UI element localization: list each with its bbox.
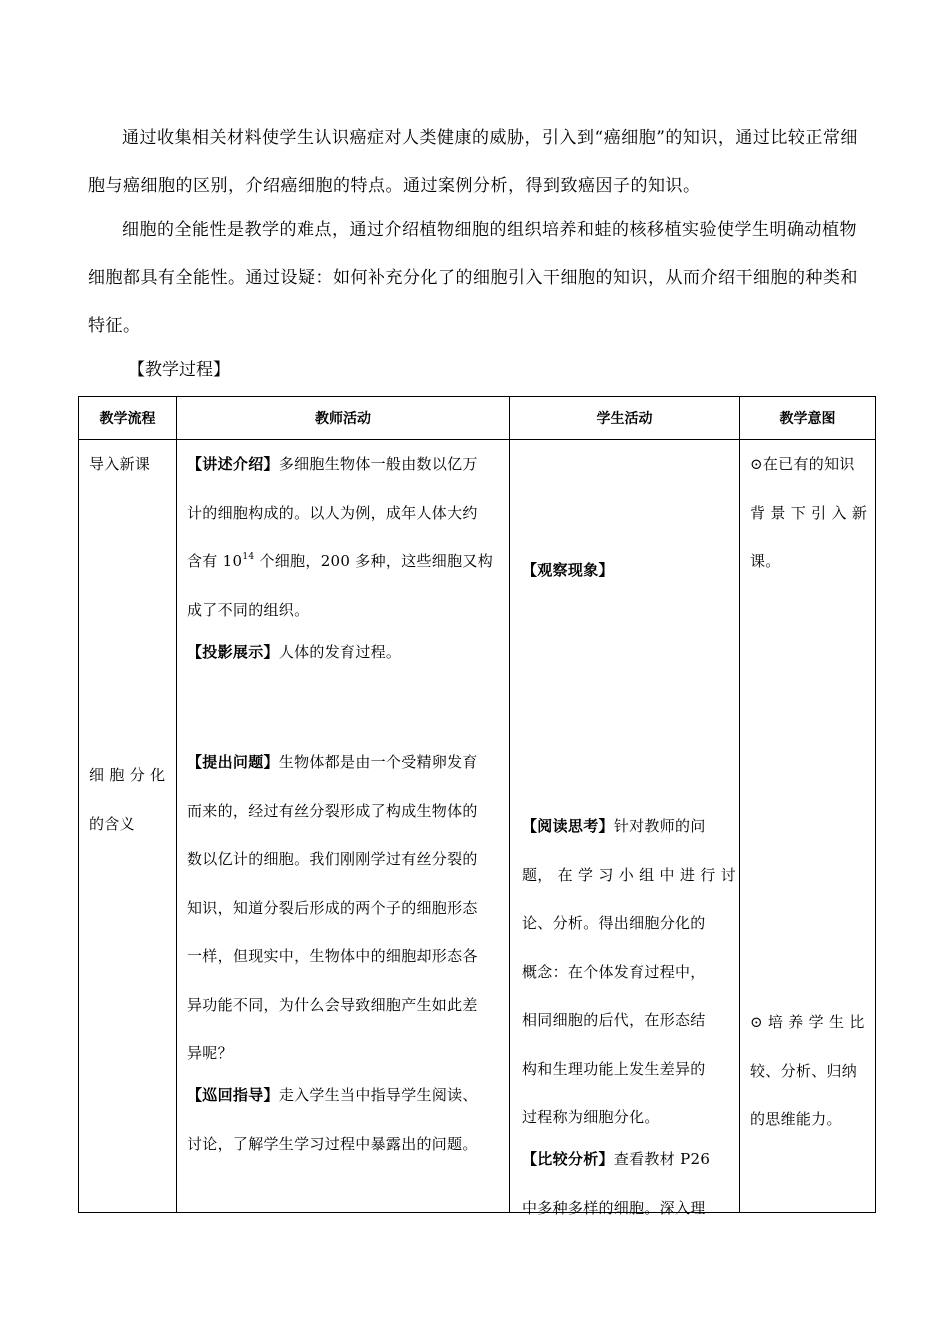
table-header-row [79, 397, 876, 440]
flow-step-intro: 导入新课 [89, 455, 151, 473]
student-line: 题， 在 学 习 小 组 中 进 行 讨 [522, 865, 736, 884]
teacher-line: 讨论，了解学生学习过程中暴露出的问题。 [187, 1134, 478, 1153]
header-teacher: 教师活动 [177, 397, 510, 440]
teacher-line: 异呢？ [187, 1044, 233, 1062]
teacher-line: 【讲述介绍】多细胞生物体一般由数以亿万 [187, 455, 478, 473]
tag-lecture: 【讲述介绍】 [187, 455, 279, 473]
intent-cell [740, 440, 876, 1213]
student-line: 中多种多样的细胞。深入理 [522, 1198, 706, 1217]
intent-line: 课。 [750, 552, 781, 570]
flow-step-differentiation: 细 胞 分 化 [89, 766, 166, 784]
student-line: 过程称为细胞分化。 [522, 1108, 660, 1126]
lesson-table [78, 396, 876, 1217]
header-intent: 教学意图 [740, 397, 876, 440]
table-row [79, 440, 876, 1213]
teacher-line: 成了不同的组织。 [187, 600, 310, 619]
teacher-line: 一样，但现实中，生物体中的细胞却形态各 [187, 947, 478, 965]
header-flow: 教学流程 [79, 397, 177, 440]
section-heading: 【教学过程】 [128, 360, 230, 380]
teacher-line: 计的细胞构成的。以人为例，成年人体大约 [187, 503, 478, 522]
intent-line: ⊙ 培 养 学 生 比 [750, 1013, 865, 1031]
intent-line: 较、分析、归纳 [750, 1061, 858, 1080]
student-line: 【比较分析】查看教材 P26 [522, 1150, 711, 1168]
tag-guidance: 【巡回指导】 [187, 1086, 279, 1104]
teacher-cell [177, 440, 510, 1213]
student-line: 概念：在个体发育过程中， [522, 962, 706, 981]
teacher-line: 知识，知道分裂后形成的两个子的细胞形态 [187, 898, 478, 917]
student-line: 论、分析。得出细胞分化的 [522, 914, 706, 932]
tag-observe: 【观察现象】 [522, 561, 614, 579]
flow-cell [79, 440, 177, 1213]
intro-paragraph-1: 通过收集相关材料使学生认识癌症对人类健康的威胁，引入到“癌细胞”的知识，通过比较正常细胞与癌细胞的区别，介绍癌细胞的特点。通过案例分析，得到致癌因子的知识。 [88, 128, 858, 196]
intro-paragraph-2: 细胞的全能性是教学的难点，通过介绍植物细胞的组织培养和蛙的核移植实验使学生明确动植物细胞都具有全能性。通过设疑：如何补充分化了的细胞引入干细胞的知识，从而介绍干细胞的种类和特征。 [88, 220, 858, 336]
teacher-line: 异功能不同，为什么会导致细胞产生如此差 [187, 995, 478, 1014]
student-cell [510, 440, 740, 1217]
tag-read-think: 【阅读思考】 [522, 817, 614, 835]
teacher-line: 【投影展示】人体的发育过程。 [187, 642, 402, 661]
student-line: 构和生理功能上发生差异的 [522, 1059, 706, 1078]
intent-line: ⊙在已有的知识 [750, 455, 855, 473]
teacher-line: 而来的，经过有丝分裂形成了构成生物体的 [187, 801, 478, 820]
tag-compare: 【比较分析】 [522, 1150, 614, 1168]
tag-projection: 【投影展示】 [187, 642, 279, 661]
flow-step-differentiation-2: 的含义 [89, 814, 135, 833]
intent-line: 的思维能力。 [750, 1110, 842, 1128]
teacher-line: 【巡回指导】走入学生当中指导学生阅读、 [187, 1086, 478, 1104]
student-line: 相同细胞的后代，在形态结 [522, 1011, 706, 1029]
student-line: 【阅读思考】针对教师的问 [522, 817, 706, 835]
tag-question: 【提出问题】 [187, 753, 279, 771]
header-student: 学生活动 [510, 397, 740, 440]
teacher-line: 【提出问题】生物体都是由一个受精卵发育 [187, 753, 478, 771]
teacher-line: 含有 $10^{14}$ 个细胞，200 多种，这些细胞又构 [187, 552, 493, 570]
teacher-line: 数以亿计的细胞。我们刚刚学过有丝分裂的 [187, 850, 478, 868]
intent-line: 背 景 下 引 入 新 [750, 503, 868, 522]
